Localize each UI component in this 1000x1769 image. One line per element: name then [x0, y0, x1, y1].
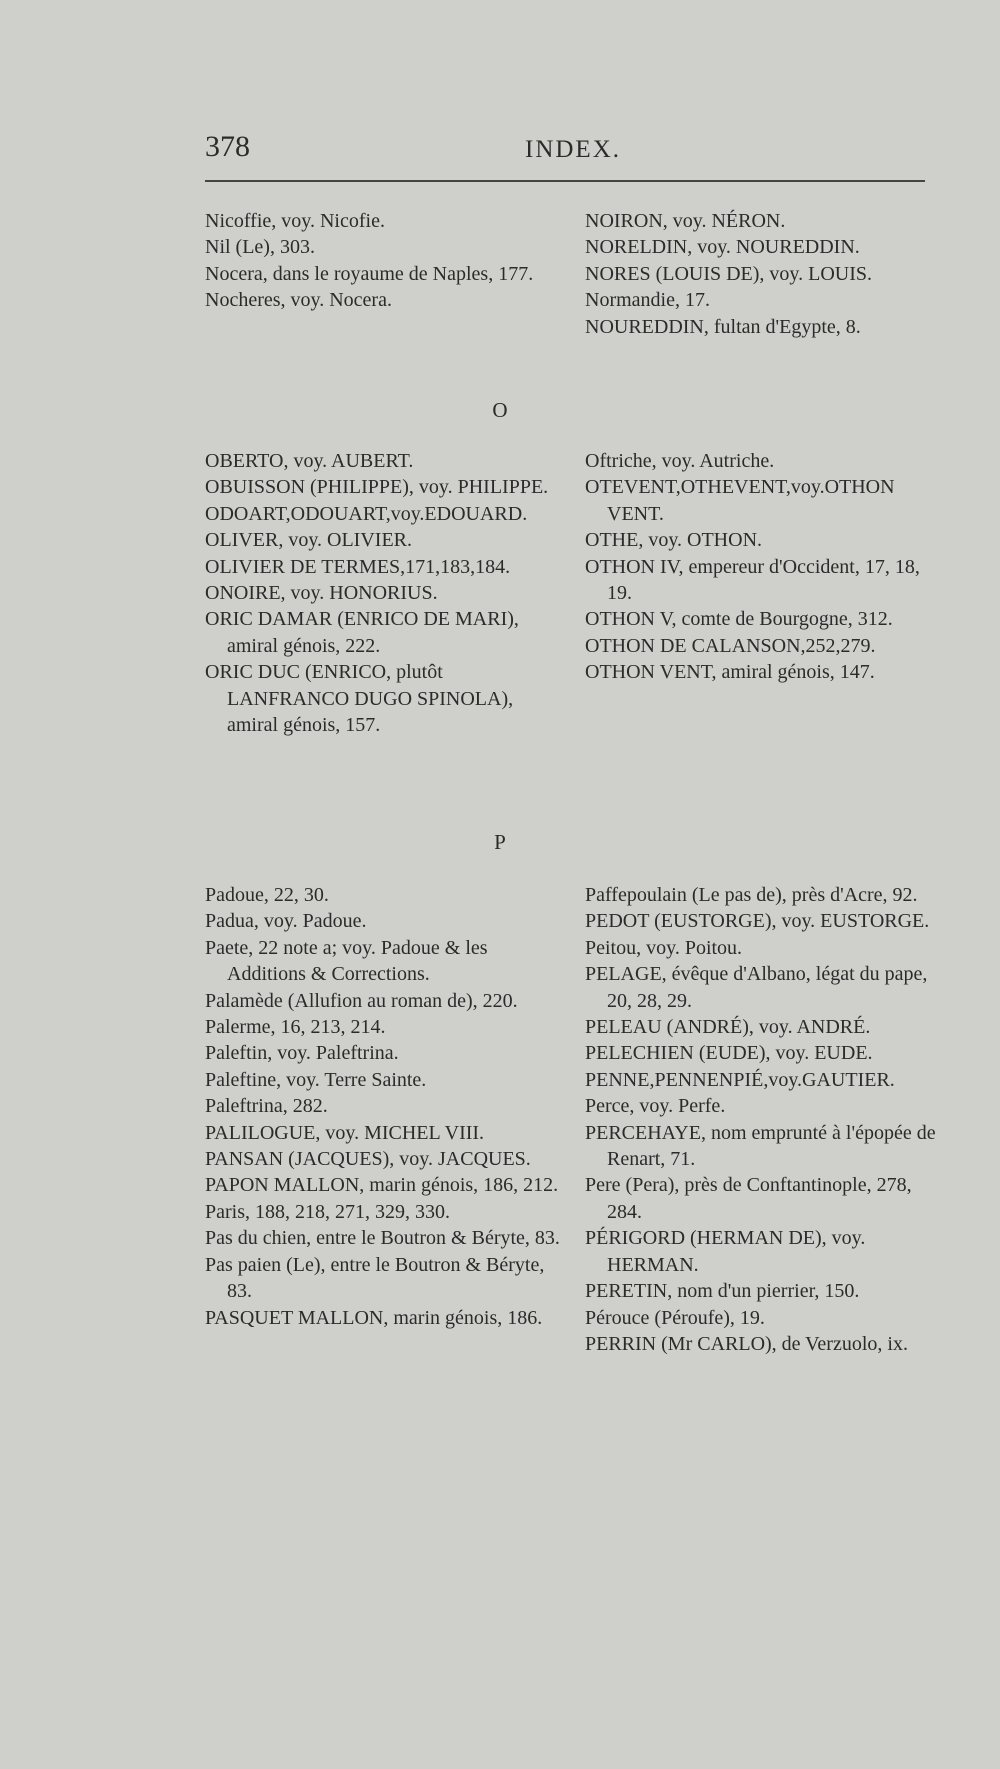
- index-entry: OTHON IV, empereur d'Occident, 17, 18, 19.: [585, 555, 920, 605]
- entries-n-right: [585, 208, 940, 340]
- page-number: 378: [205, 130, 250, 163]
- index-entry: Pas du chien, entre le Boutron & Béryte, 83.: [205, 1227, 560, 1250]
- entries-p-left: [205, 882, 560, 1331]
- index-entry: PERCEHAYE, nom emprunté à l'épopée de Renart, 71.: [585, 1121, 936, 1171]
- index-entry: OBUISSON (PHILIPPE), voy. PHILIPPE.: [205, 476, 549, 499]
- index-entry: PANSAN (JACQUES), voy. JACQUES.: [205, 1148, 531, 1171]
- index-entry: Oftriche, voy. Autriche.: [585, 450, 775, 472]
- index-entry: Nocera, dans le royaume de Naples, 177.: [205, 262, 534, 285]
- index-entry: ODOART,ODOUART,voy.EDOUARD.: [205, 502, 528, 525]
- index-entry: ORIC DAMAR (ENRICO DE MARI), amiral génois, 222.: [205, 608, 519, 657]
- index-entry: Peitou, voy. Poitou.: [585, 936, 743, 959]
- entries-o-left: [205, 448, 560, 738]
- index-entry: PELECHIEN (EUDE), voy. EUDE.: [585, 1042, 873, 1065]
- index-entry: OTHON V, comte de Bourgogne, 312.: [585, 608, 893, 631]
- entries-o-right: [585, 448, 940, 686]
- index-entry: PASQUET MALLON, marin génois, 186.: [205, 1306, 543, 1329]
- index-entry: Nocheres, voy. Nocera.: [205, 289, 392, 312]
- section-letter-o: O: [492, 398, 508, 422]
- index-entry: PÉRIGORD (HERMAN DE), voy. HERMAN.: [585, 1227, 866, 1276]
- running-title: INDEX.: [525, 136, 622, 163]
- index-entry: Pas paien (Le), entre le Boutron & Béryte, 83.: [205, 1253, 545, 1303]
- index-entry: Normandie, 17.: [585, 289, 710, 312]
- index-entry: PERRIN (Mr CARLO), de Verzuolo, ix.: [585, 1332, 908, 1355]
- index-entry: NOUREDDIN, fultan d'Egypte, 8.: [585, 315, 861, 338]
- index-entry: Paleftrina, 282.: [205, 1095, 328, 1118]
- index-entry: Paleftine, voy. Terre Sainte.: [205, 1068, 427, 1091]
- index-entry: PENNE,PENNENPIÉ,voy.GAUTIER.: [585, 1068, 895, 1091]
- entries-n-left: [205, 208, 560, 314]
- index-entry: Nicoffie, voy. Nicofie.: [205, 210, 385, 232]
- index-entry: Pere (Pera), près de Conftantinople, 278, 284.: [585, 1174, 912, 1223]
- index-entry: Palerme, 16, 213, 214.: [205, 1016, 386, 1039]
- index-entry: ORIC DUC (ENRICO, plutôt LANFRANCO DUGO SPINOLA), amiral génois, 157.: [205, 661, 514, 737]
- index-entry: NORES (LOUIS DE), voy. LOUIS.: [585, 262, 873, 285]
- index-entry: OTHON VENT, amiral génois, 147.: [585, 661, 875, 684]
- index-entry: Palamède (Allufion au roman de), 220.: [205, 989, 518, 1012]
- index-entry: PELAGE, évêque d'Albano, légat du pape, 20, 28, 29.: [585, 963, 928, 1012]
- index-entry: OTHON DE CALANSON,252,279.: [585, 634, 876, 657]
- index-entry: PERETIN, nom d'un pierrier, 150.: [585, 1280, 860, 1303]
- index-entry: PAPON MALLON, marin génois, 186, 212.: [205, 1174, 559, 1197]
- index-entry: OTHE, voy. OTHON.: [585, 529, 763, 552]
- index-entry: Pérouce (Péroufe), 19.: [585, 1306, 765, 1329]
- index-entry: OLIVER, voy. OLIVIER.: [205, 529, 413, 552]
- index-entry: Padoue, 22, 30.: [205, 884, 329, 906]
- index-entry: OBERTO, voy. AUBERT.: [205, 450, 414, 472]
- header-rule: [205, 180, 925, 182]
- page-header: [205, 130, 925, 170]
- index-entry: PEDOT (EUSTORGE), voy. EUSTORGE.: [585, 910, 930, 933]
- index-entry: NORELDIN, voy. NOUREDDIN.: [585, 236, 860, 259]
- section-letter-p: P: [494, 830, 506, 854]
- index-entry: Perce, voy. Perfe.: [585, 1095, 726, 1118]
- index-entry: Paffepoulain (Le pas de), près d'Acre, 92.: [585, 884, 918, 906]
- index-entry: PALILOGUE, voy. MICHEL VIII.: [205, 1121, 485, 1144]
- index-entry: OLIVIER DE TERMES,171,183,184.: [205, 555, 511, 578]
- index-entry: OTEVENT,OTHEVENT,voy.OTHON VENT.: [585, 476, 895, 525]
- index-entry: PELEAU (ANDRÉ), voy. ANDRÉ.: [585, 1016, 871, 1039]
- index-entry: Paete, 22 note a; voy. Padoue & les Additions & Corrections.: [205, 936, 488, 986]
- index-entry: Nil (Le), 303.: [205, 236, 315, 259]
- index-entry: Paleftin, voy. Paleftrina.: [205, 1042, 399, 1065]
- index-entry: ONOIRE, voy. HONORIUS.: [205, 582, 438, 605]
- index-entry: Paris, 188, 218, 271, 329, 330.: [205, 1200, 450, 1223]
- index-entry: NOIRON, voy. NÉRON.: [585, 210, 786, 232]
- index-entry: Padua, voy. Padoue.: [205, 910, 367, 933]
- entries-p-right: [585, 882, 940, 1357]
